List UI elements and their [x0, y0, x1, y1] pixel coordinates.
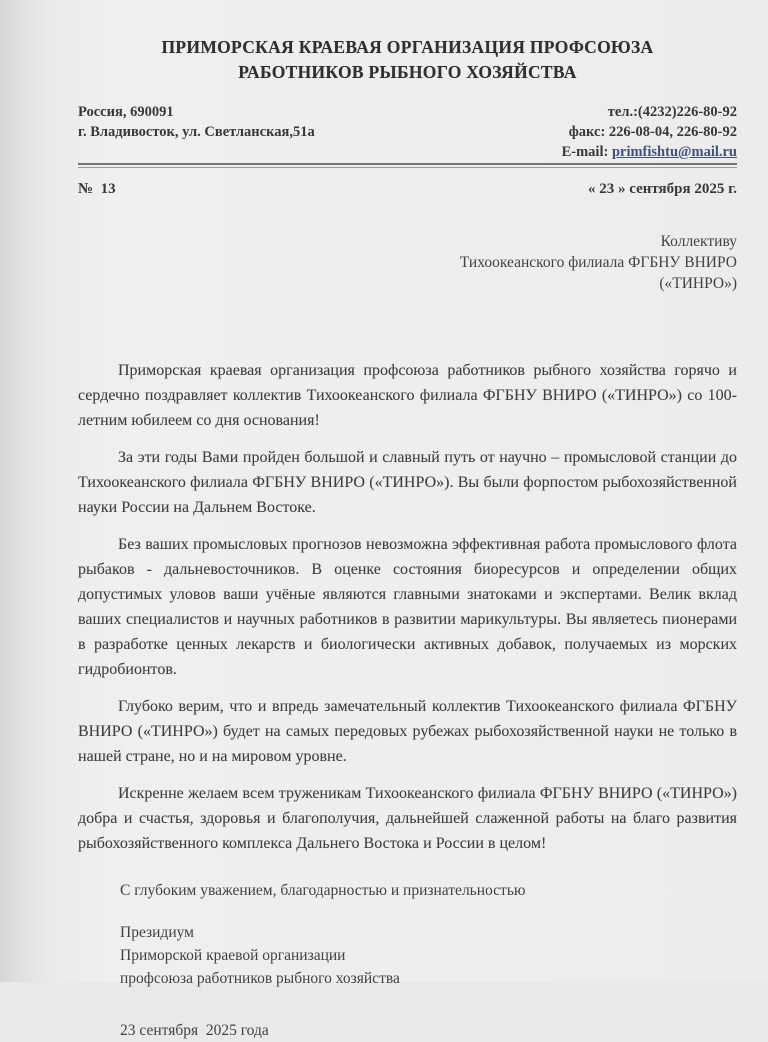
phone-number: тел.:(4232)226-80-92 — [607, 104, 737, 120]
reference-row — [78, 181, 737, 198]
paragraph-belief: Глубоко верим, что и впредь замечательный коллектив Тихоокеанского филиала ФГБНУ ВНИРО («ТИНРО») будет на самых передовых рубежах рыбохозяйственной науки не только в нашей стране, но и на мировом уровне. — [78, 698, 737, 765]
organization-title — [78, 35, 737, 85]
closing-block — [120, 879, 737, 1042]
recipient-line2: Тихоокеанского филиала ФГБНУ ВНИРО — [459, 254, 737, 271]
recipient-line1: Коллективу — [660, 233, 737, 250]
recipient-line3: («ТИНРО») — [659, 275, 737, 292]
address-country-postcode: Россия, 690091 — [78, 104, 174, 120]
letterhead — [78, 102, 737, 162]
letter-date: « 23 » сентября 2025 г. — [587, 181, 737, 197]
letter-body — [78, 358, 737, 856]
paragraph-history: За эти годы Вами пройден большой и славный путь от научно – промысловой станции до Тихоокеанского филиала ФГБНУ ВНИРО («ТИНРО»). Вы были форпостом рыбохозяйственной науки России на Дальнем Востоке. — [78, 449, 737, 516]
recipient-block — [78, 231, 737, 294]
letter-number: № 13 — [78, 181, 116, 197]
organization-title-line2: РАБОТНИКОВ РЫБНОГО ХОЗЯЙСТВА — [238, 62, 577, 82]
email-link[interactable]: primfishtu@mail.ru — [611, 144, 737, 160]
signature-line2: Приморской краевой организации — [120, 947, 346, 964]
email-line — [562, 142, 737, 162]
signature-line1: Президиум — [120, 924, 194, 941]
closing-date: 23 сентября 2025 года — [120, 1022, 269, 1039]
paragraph-greeting: Приморская краевая организация профсоюза работников рыбного хозяйства горячо и сердечно поздравляет коллектив Тихоокеанского филиала ФГБНУ ВНИРО («ТИНРО») со 100-летним юбилеем со дня основания! — [78, 362, 737, 429]
organization-title-line1: ПРИМОРСКАЯ КРАЕВАЯ ОРГАНИЗАЦИЯ ПРОФСОЮЗА — [161, 37, 654, 57]
signature-block — [120, 921, 737, 990]
paragraph-contribution: Без ваших промысловых прогнозов невозможна эффективная работа промыслового флота рыбаков - дальневосточников. В оценке состояния биоресурсов и определении общих допустимых уловов ваши учёные являются главными знатоками и экспертами. Велик вклад ваших специалистов и научных работников в развитии марикультуры. Вы являетесь пионерами в разработке ценных лекарств и биологически активных добавок, получаемых из морских гидробионтов. — [78, 536, 737, 678]
closing-salutation: С глубоким уважением, благодарностью и признательностью — [120, 882, 526, 899]
email-label: E-mail: — [561, 144, 612, 160]
letterhead-divider — [78, 163, 737, 168]
sender-address — [78, 102, 315, 162]
paragraph-wishes: Искренне желаем всем труженикам Тихоокеанского филиала ФГБНУ ВНИРО («ТИНРО») добра и счастья, здоровья и благополучия, дальнейшей слаженной работы на благо развития рыбохозяйственного комплекса Дальнего Востока и России в целом! — [78, 785, 737, 852]
sender-contacts — [562, 102, 737, 162]
address-street: г. Владивосток, ул. Светланская,51а — [78, 124, 315, 140]
signature-line3: профсоюза работников рыбного хозяйства — [120, 970, 400, 987]
fax-number: факс: 226-08-04, 226-80-92 — [568, 124, 737, 140]
